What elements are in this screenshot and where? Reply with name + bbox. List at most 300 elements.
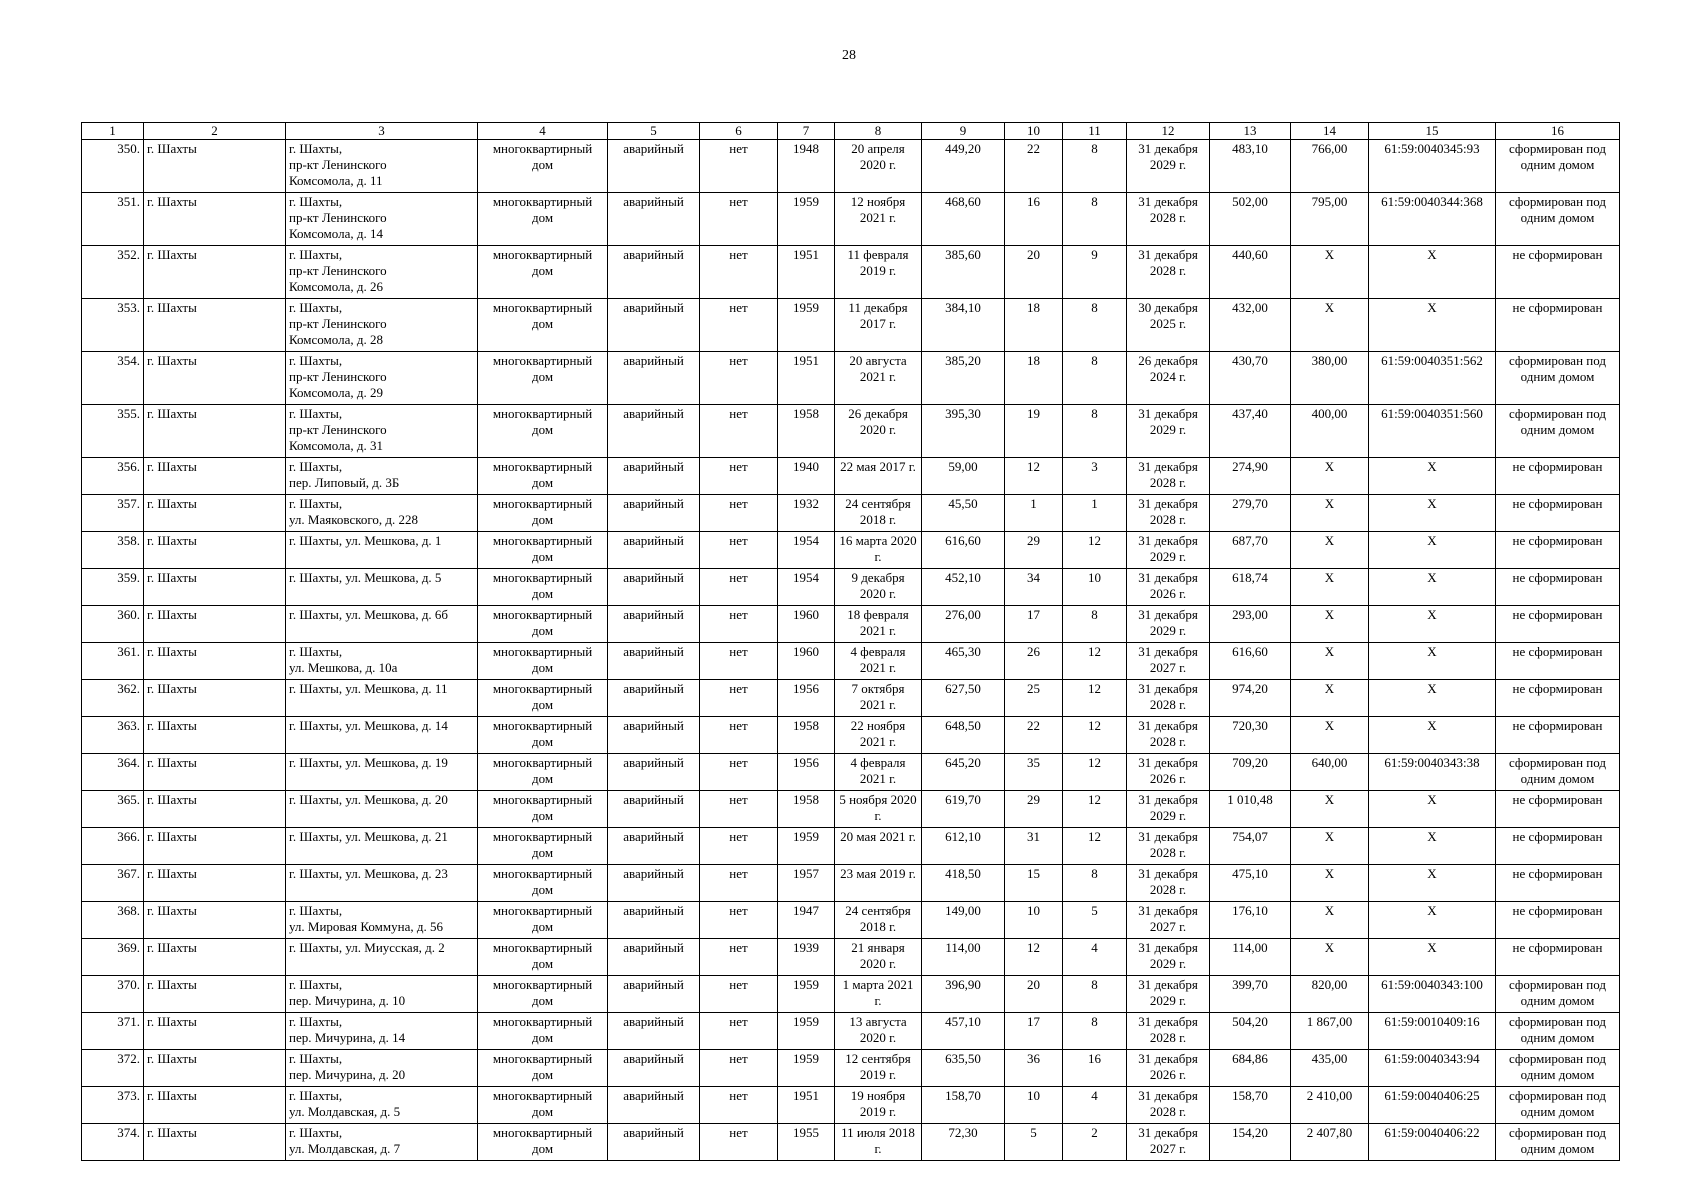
cell-area: 395,30 [922, 405, 1005, 458]
cell-building-type: многоквартирный дом [478, 606, 608, 643]
cell-residents: 18 [1005, 299, 1063, 352]
cell-land-status: не сформирован [1496, 902, 1620, 939]
cell-cadastral-number: X [1369, 532, 1496, 569]
cell-address: г. Шахты, пр-кт Ленинского Комсомола, д. 11 [286, 140, 478, 193]
cell-recognition-date: 11 февраля 2019 г. [835, 246, 922, 299]
cell-municipality: г. Шахты [144, 828, 286, 865]
table-row [82, 532, 1620, 569]
cell-building-type: многоквартирный дом [478, 828, 608, 865]
cell-row-number: 359. [82, 569, 144, 606]
cell-area: 114,00 [922, 939, 1005, 976]
cell-residents: 26 [1005, 643, 1063, 680]
cell-address: г. Шахты, ул. Маяковского, д. 228 [286, 495, 478, 532]
cell-year-built: 1947 [778, 902, 835, 939]
cell-resettlement-date: 31 декабря 2028 г. [1127, 680, 1210, 717]
cell-apartments: 12 [1063, 643, 1127, 680]
cell-recognition-date: 24 сентября 2018 г. [835, 495, 922, 532]
cell-address: г. Шахты, ул. Мешкова, д. 1 [286, 532, 478, 569]
column-header-6: 6 [700, 123, 778, 140]
table-row [82, 1013, 1620, 1050]
cell-land-status: сформирован под одним домом [1496, 1013, 1620, 1050]
cell-address: г. Шахты, ул. Мешкова, д. 11 [286, 680, 478, 717]
cell-address: г. Шахты, пер. Мичурина, д. 10 [286, 976, 478, 1013]
cell-cadastral-number: 61:59:0040343:38 [1369, 754, 1496, 791]
cell-total-area: 504,20 [1210, 1013, 1291, 1050]
cell-reconstruction: нет [700, 1087, 778, 1124]
cell-building-type: многоквартирный дом [478, 246, 608, 299]
cell-building-type: многоквартирный дом [478, 902, 608, 939]
cell-row-number: 363. [82, 717, 144, 754]
cell-condition: аварийный [608, 939, 700, 976]
cell-land-area: X [1291, 902, 1369, 939]
cell-condition: аварийный [608, 902, 700, 939]
cell-cadastral-number: 61:59:0040406:22 [1369, 1124, 1496, 1161]
cell-resettlement-date: 31 декабря 2026 г. [1127, 569, 1210, 606]
cell-year-built: 1940 [778, 458, 835, 495]
table-row [82, 352, 1620, 405]
cell-condition: аварийный [608, 299, 700, 352]
cell-address: г. Шахты, ул. Мешкова, д. 21 [286, 828, 478, 865]
cell-land-area: 795,00 [1291, 193, 1369, 246]
cell-recognition-date: 24 сентября 2018 г. [835, 902, 922, 939]
cell-resettlement-date: 31 декабря 2028 г. [1127, 193, 1210, 246]
cell-municipality: г. Шахты [144, 140, 286, 193]
cell-land-area: X [1291, 569, 1369, 606]
cell-residents: 10 [1005, 902, 1063, 939]
cell-residents: 29 [1005, 532, 1063, 569]
cell-total-area: 293,00 [1210, 606, 1291, 643]
cell-area: 468,60 [922, 193, 1005, 246]
cell-land-area: 435,00 [1291, 1050, 1369, 1087]
cell-cadastral-number: X [1369, 902, 1496, 939]
cell-recognition-date: 23 мая 2019 г. [835, 865, 922, 902]
cell-area: 72,30 [922, 1124, 1005, 1161]
table-row [82, 865, 1620, 902]
cell-total-area: 279,70 [1210, 495, 1291, 532]
table-row [82, 976, 1620, 1013]
cell-building-type: многоквартирный дом [478, 569, 608, 606]
cell-total-area: 618,74 [1210, 569, 1291, 606]
cell-land-status: не сформирован [1496, 299, 1620, 352]
table-row [82, 193, 1620, 246]
column-header-7: 7 [778, 123, 835, 140]
cell-cadastral-number: X [1369, 717, 1496, 754]
cell-building-type: многоквартирный дом [478, 299, 608, 352]
cell-cadastral-number: X [1369, 458, 1496, 495]
cell-total-area: 176,10 [1210, 902, 1291, 939]
table-row [82, 902, 1620, 939]
cell-condition: аварийный [608, 532, 700, 569]
cell-apartments: 8 [1063, 299, 1127, 352]
cell-recognition-date: 20 мая 2021 г. [835, 828, 922, 865]
cell-total-area: 440,60 [1210, 246, 1291, 299]
cell-land-status: сформирован под одним домом [1496, 352, 1620, 405]
cell-resettlement-date: 30 декабря 2025 г. [1127, 299, 1210, 352]
cell-row-number: 369. [82, 939, 144, 976]
cell-row-number: 361. [82, 643, 144, 680]
cell-year-built: 1951 [778, 246, 835, 299]
table-row [82, 939, 1620, 976]
cell-reconstruction: нет [700, 569, 778, 606]
cell-recognition-date: 4 февраля 2021 г. [835, 643, 922, 680]
cell-residents: 5 [1005, 1124, 1063, 1161]
table-row [82, 1124, 1620, 1161]
cell-municipality: г. Шахты [144, 569, 286, 606]
cell-year-built: 1957 [778, 865, 835, 902]
table-header [82, 123, 1620, 140]
cell-resettlement-date: 31 декабря 2028 г. [1127, 495, 1210, 532]
cell-address: г. Шахты, ул. Мешкова, д. 10а [286, 643, 478, 680]
cell-residents: 31 [1005, 828, 1063, 865]
cell-address: г. Шахты, пер. Мичурина, д. 14 [286, 1013, 478, 1050]
cell-resettlement-date: 31 декабря 2027 г. [1127, 643, 1210, 680]
cell-recognition-date: 4 февраля 2021 г. [835, 754, 922, 791]
cell-apartments: 8 [1063, 405, 1127, 458]
cell-recognition-date: 11 декабря 2017 г. [835, 299, 922, 352]
cell-resettlement-date: 31 декабря 2026 г. [1127, 754, 1210, 791]
cell-row-number: 350. [82, 140, 144, 193]
cell-resettlement-date: 31 декабря 2029 г. [1127, 939, 1210, 976]
cell-year-built: 1959 [778, 1050, 835, 1087]
cell-land-status: сформирован под одним домом [1496, 754, 1620, 791]
cell-building-type: многоквартирный дом [478, 976, 608, 1013]
cell-cadastral-number: 61:59:0040345:93 [1369, 140, 1496, 193]
cell-condition: аварийный [608, 569, 700, 606]
cell-resettlement-date: 31 декабря 2029 г. [1127, 976, 1210, 1013]
cell-land-status: не сформирован [1496, 532, 1620, 569]
cell-condition: аварийный [608, 495, 700, 532]
cell-condition: аварийный [608, 865, 700, 902]
cell-apartments: 4 [1063, 1087, 1127, 1124]
cell-building-type: многоквартирный дом [478, 865, 608, 902]
cell-reconstruction: нет [700, 299, 778, 352]
cell-municipality: г. Шахты [144, 193, 286, 246]
cell-municipality: г. Шахты [144, 717, 286, 754]
cell-building-type: многоквартирный дом [478, 791, 608, 828]
cell-total-area: 399,70 [1210, 976, 1291, 1013]
cell-building-type: многоквартирный дом [478, 495, 608, 532]
cell-address: г. Шахты, пр-кт Ленинского Комсомола, д. 26 [286, 246, 478, 299]
cell-building-type: многоквартирный дом [478, 458, 608, 495]
cell-row-number: 370. [82, 976, 144, 1013]
cell-municipality: г. Шахты [144, 495, 286, 532]
cell-condition: аварийный [608, 1050, 700, 1087]
cell-address: г. Шахты, пр-кт Ленинского Комсомола, д. 31 [286, 405, 478, 458]
cell-area: 385,60 [922, 246, 1005, 299]
cell-condition: аварийный [608, 352, 700, 405]
cell-building-type: многоквартирный дом [478, 1013, 608, 1050]
cell-reconstruction: нет [700, 606, 778, 643]
cell-row-number: 352. [82, 246, 144, 299]
cell-resettlement-date: 31 декабря 2029 г. [1127, 791, 1210, 828]
cell-land-area: X [1291, 939, 1369, 976]
cell-reconstruction: нет [700, 865, 778, 902]
cell-municipality: г. Шахты [144, 606, 286, 643]
cell-row-number: 365. [82, 791, 144, 828]
table-row [82, 606, 1620, 643]
cell-land-status: сформирован под одним домом [1496, 1124, 1620, 1161]
cell-land-status: сформирован под одним домом [1496, 140, 1620, 193]
cell-year-built: 1939 [778, 939, 835, 976]
cell-address: г. Шахты, ул. Мешкова, д. 23 [286, 865, 478, 902]
cell-row-number: 354. [82, 352, 144, 405]
cell-land-status: сформирован под одним домом [1496, 1087, 1620, 1124]
cell-address: г. Шахты, ул. Молдавская, д. 5 [286, 1087, 478, 1124]
cell-apartments: 1 [1063, 495, 1127, 532]
cell-reconstruction: нет [700, 828, 778, 865]
cell-year-built: 1959 [778, 1013, 835, 1050]
cell-recognition-date: 12 ноября 2021 г. [835, 193, 922, 246]
cell-municipality: г. Шахты [144, 532, 286, 569]
cell-address: г. Шахты, ул. Мешкова, д. 14 [286, 717, 478, 754]
cell-land-status: не сформирован [1496, 246, 1620, 299]
cell-building-type: многоквартирный дом [478, 717, 608, 754]
cell-area: 619,70 [922, 791, 1005, 828]
cell-apartments: 12 [1063, 717, 1127, 754]
cell-residents: 22 [1005, 717, 1063, 754]
cell-total-area: 475,10 [1210, 865, 1291, 902]
cell-condition: аварийный [608, 606, 700, 643]
cell-resettlement-date: 31 декабря 2029 г. [1127, 606, 1210, 643]
cell-recognition-date: 20 августа 2021 г. [835, 352, 922, 405]
cell-area: 627,50 [922, 680, 1005, 717]
cell-municipality: г. Шахты [144, 902, 286, 939]
cell-land-status: не сформирован [1496, 828, 1620, 865]
cell-resettlement-date: 31 декабря 2029 г. [1127, 140, 1210, 193]
cell-year-built: 1959 [778, 193, 835, 246]
cell-residents: 17 [1005, 1013, 1063, 1050]
cell-building-type: многоквартирный дом [478, 754, 608, 791]
cell-building-type: многоквартирный дом [478, 680, 608, 717]
cell-address: г. Шахты, пер. Липовый, д. 3Б [286, 458, 478, 495]
cell-reconstruction: нет [700, 976, 778, 1013]
table-row [82, 405, 1620, 458]
cell-municipality: г. Шахты [144, 791, 286, 828]
cell-year-built: 1956 [778, 754, 835, 791]
cell-cadastral-number: X [1369, 569, 1496, 606]
cell-land-area: X [1291, 606, 1369, 643]
cell-year-built: 1960 [778, 643, 835, 680]
cell-year-built: 1956 [778, 680, 835, 717]
column-header-10: 10 [1005, 123, 1063, 140]
cell-area: 616,60 [922, 532, 1005, 569]
table-body [82, 140, 1620, 1161]
cell-address: г. Шахты, ул. Мешкова, д. 19 [286, 754, 478, 791]
column-header-8: 8 [835, 123, 922, 140]
cell-apartments: 3 [1063, 458, 1127, 495]
cell-cadastral-number: 61:59:0040406:25 [1369, 1087, 1496, 1124]
column-header-13: 13 [1210, 123, 1291, 140]
cell-land-status: не сформирован [1496, 643, 1620, 680]
cell-condition: аварийный [608, 680, 700, 717]
cell-reconstruction: нет [700, 680, 778, 717]
housing-registry-table [81, 122, 1620, 1161]
cell-area: 149,00 [922, 902, 1005, 939]
cell-area: 276,00 [922, 606, 1005, 643]
cell-land-area: 820,00 [1291, 976, 1369, 1013]
cell-land-status: не сформирован [1496, 606, 1620, 643]
cell-row-number: 367. [82, 865, 144, 902]
cell-address: г. Шахты, пр-кт Ленинского Комсомола, д. 28 [286, 299, 478, 352]
cell-year-built: 1951 [778, 1087, 835, 1124]
cell-total-area: 684,86 [1210, 1050, 1291, 1087]
cell-year-built: 1959 [778, 299, 835, 352]
cell-apartments: 8 [1063, 976, 1127, 1013]
cell-land-status: не сформирован [1496, 569, 1620, 606]
cell-row-number: 356. [82, 458, 144, 495]
cell-condition: аварийный [608, 828, 700, 865]
cell-area: 452,10 [922, 569, 1005, 606]
cell-apartments: 4 [1063, 939, 1127, 976]
cell-land-status: сформирован под одним домом [1496, 1050, 1620, 1087]
table-row [82, 1087, 1620, 1124]
cell-recognition-date: 13 августа 2020 г. [835, 1013, 922, 1050]
cell-total-area: 687,70 [1210, 532, 1291, 569]
cell-apartments: 5 [1063, 902, 1127, 939]
cell-apartments: 8 [1063, 193, 1127, 246]
cell-apartments: 12 [1063, 532, 1127, 569]
cell-reconstruction: нет [700, 405, 778, 458]
cell-recognition-date: 5 ноября 2020 г. [835, 791, 922, 828]
cell-condition: аварийный [608, 1013, 700, 1050]
cell-reconstruction: нет [700, 717, 778, 754]
table-row [82, 299, 1620, 352]
cell-area: 449,20 [922, 140, 1005, 193]
cell-total-area: 274,90 [1210, 458, 1291, 495]
cell-year-built: 1958 [778, 717, 835, 754]
cell-year-built: 1959 [778, 828, 835, 865]
cell-resettlement-date: 31 декабря 2029 г. [1127, 405, 1210, 458]
cell-building-type: многоквартирный дом [478, 939, 608, 976]
cell-area: 457,10 [922, 1013, 1005, 1050]
cell-address: г. Шахты, ул. Мешкова, д. 5 [286, 569, 478, 606]
cell-cadastral-number: X [1369, 939, 1496, 976]
cell-total-area: 483,10 [1210, 140, 1291, 193]
cell-municipality: г. Шахты [144, 680, 286, 717]
cell-year-built: 1948 [778, 140, 835, 193]
cell-land-status: не сформирован [1496, 717, 1620, 754]
cell-apartments: 8 [1063, 606, 1127, 643]
cell-reconstruction: нет [700, 193, 778, 246]
cell-condition: аварийный [608, 1124, 700, 1161]
cell-land-area: 380,00 [1291, 352, 1369, 405]
column-header-3: 3 [286, 123, 478, 140]
cell-apartments: 8 [1063, 140, 1127, 193]
cell-year-built: 1958 [778, 791, 835, 828]
cell-apartments: 12 [1063, 754, 1127, 791]
table-row [82, 246, 1620, 299]
table-row [82, 458, 1620, 495]
cell-land-status: сформирован под одним домом [1496, 193, 1620, 246]
cell-area: 45,50 [922, 495, 1005, 532]
cell-land-area: X [1291, 299, 1369, 352]
cell-apartments: 8 [1063, 1013, 1127, 1050]
cell-row-number: 364. [82, 754, 144, 791]
cell-cadastral-number: X [1369, 495, 1496, 532]
cell-cadastral-number: X [1369, 299, 1496, 352]
cell-land-area: X [1291, 495, 1369, 532]
cell-land-area: X [1291, 532, 1369, 569]
cell-address: г. Шахты, ул. Молдавская, д. 7 [286, 1124, 478, 1161]
cell-recognition-date: 16 марта 2020 г. [835, 532, 922, 569]
cell-land-status: не сформирован [1496, 495, 1620, 532]
cell-total-area: 437,40 [1210, 405, 1291, 458]
cell-recognition-date: 18 февраля 2021 г. [835, 606, 922, 643]
cell-address: г. Шахты, пр-кт Ленинского Комсомола, д. 29 [286, 352, 478, 405]
cell-total-area: 754,07 [1210, 828, 1291, 865]
cell-total-area: 720,30 [1210, 717, 1291, 754]
column-header-5: 5 [608, 123, 700, 140]
cell-area: 635,50 [922, 1050, 1005, 1087]
cell-land-area: X [1291, 246, 1369, 299]
column-header-2: 2 [144, 123, 286, 140]
cell-address: г. Шахты, пр-кт Ленинского Комсомола, д. 14 [286, 193, 478, 246]
cell-year-built: 1954 [778, 532, 835, 569]
cell-condition: аварийный [608, 458, 700, 495]
cell-land-area: 1 867,00 [1291, 1013, 1369, 1050]
cell-reconstruction: нет [700, 458, 778, 495]
table-row [82, 569, 1620, 606]
cell-recognition-date: 19 ноября 2019 г. [835, 1087, 922, 1124]
column-header-9: 9 [922, 123, 1005, 140]
cell-residents: 34 [1005, 569, 1063, 606]
table-row [82, 643, 1620, 680]
cell-area: 385,20 [922, 352, 1005, 405]
cell-municipality: г. Шахты [144, 754, 286, 791]
cell-cadastral-number: X [1369, 828, 1496, 865]
cell-year-built: 1955 [778, 1124, 835, 1161]
cell-apartments: 16 [1063, 1050, 1127, 1087]
cell-area: 645,20 [922, 754, 1005, 791]
cell-cadastral-number: X [1369, 865, 1496, 902]
cell-total-area: 709,20 [1210, 754, 1291, 791]
cell-cadastral-number: X [1369, 680, 1496, 717]
cell-municipality: г. Шахты [144, 1124, 286, 1161]
cell-resettlement-date: 31 декабря 2028 г. [1127, 1013, 1210, 1050]
cell-residents: 20 [1005, 246, 1063, 299]
cell-recognition-date: 21 января 2020 г. [835, 939, 922, 976]
cell-residents: 35 [1005, 754, 1063, 791]
cell-row-number: 355. [82, 405, 144, 458]
cell-land-area: X [1291, 458, 1369, 495]
cell-residents: 12 [1005, 939, 1063, 976]
table-row [82, 140, 1620, 193]
table-row [82, 717, 1620, 754]
cell-year-built: 1951 [778, 352, 835, 405]
cell-residents: 10 [1005, 1087, 1063, 1124]
cell-land-area: 2 410,00 [1291, 1087, 1369, 1124]
cell-building-type: многоквартирный дом [478, 1124, 608, 1161]
cell-land-area: 640,00 [1291, 754, 1369, 791]
table-row [82, 495, 1620, 532]
cell-row-number: 374. [82, 1124, 144, 1161]
cell-reconstruction: нет [700, 939, 778, 976]
cell-total-area: 502,00 [1210, 193, 1291, 246]
cell-area: 396,90 [922, 976, 1005, 1013]
cell-total-area: 1 010,48 [1210, 791, 1291, 828]
cell-cadastral-number: X [1369, 606, 1496, 643]
column-header-1: 1 [82, 123, 144, 140]
cell-condition: аварийный [608, 717, 700, 754]
cell-land-area: X [1291, 717, 1369, 754]
cell-municipality: г. Шахты [144, 976, 286, 1013]
cell-year-built: 1932 [778, 495, 835, 532]
cell-reconstruction: нет [700, 902, 778, 939]
cell-apartments: 12 [1063, 680, 1127, 717]
cell-apartments: 9 [1063, 246, 1127, 299]
cell-area: 158,70 [922, 1087, 1005, 1124]
table-row [82, 1050, 1620, 1087]
